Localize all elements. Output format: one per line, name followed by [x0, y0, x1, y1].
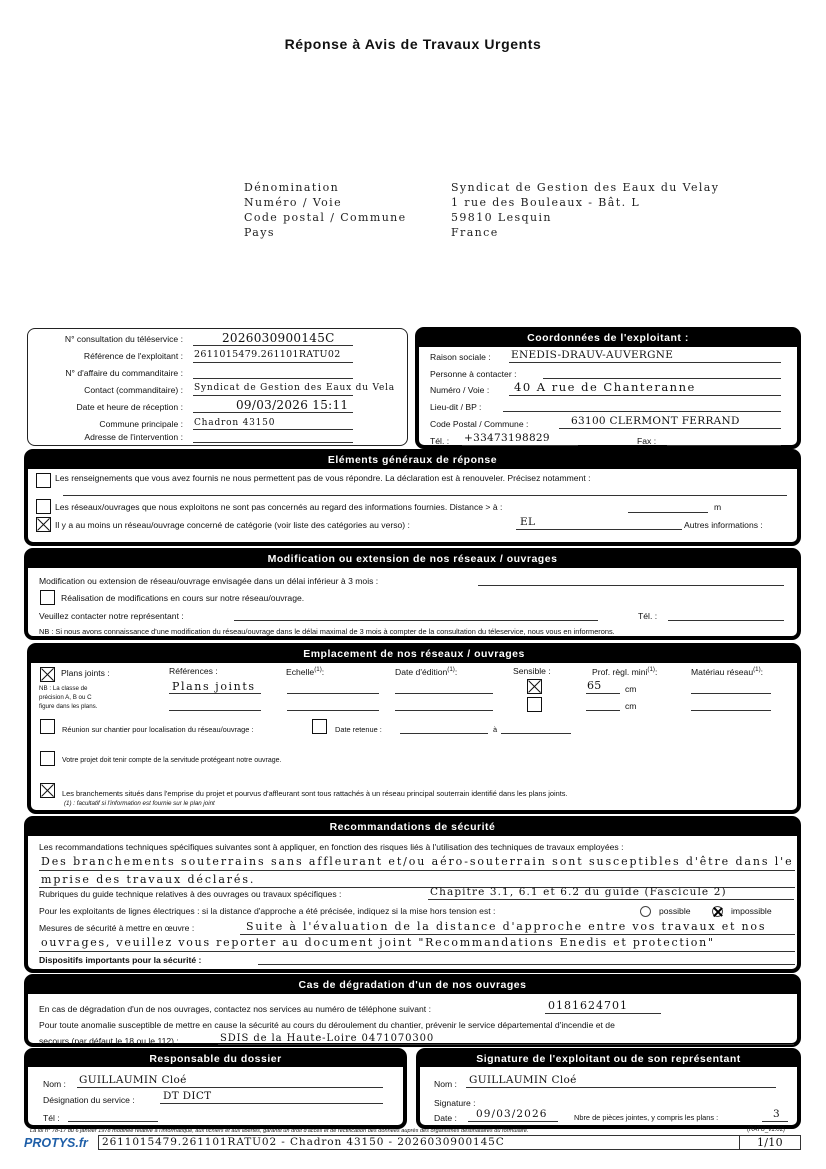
- mesures-line-1: Suite à l'évaluation de la distance d'approche entre vos travaux et nos: [246, 920, 767, 933]
- modification-nb: NB : Si nous avons connaissance d'une modification du réseau/ouvrage dans le délai maximal de 3 mois à compter de la consultation du téleservice, nous vous en informerons.: [39, 627, 615, 636]
- modification-header: Modification ou extension de nos réseaux / ouvrages: [28, 552, 797, 568]
- col-prof: Prof. règl. mini$^{(1)}$:: [592, 666, 658, 677]
- elec-label: Pour les exploitants de lignes électriques : si la distance d'approche a été précisée, indiquez si la mise hors tension est :: [39, 906, 496, 916]
- col-date-edition: Date d'édition$^{(1)}$:: [395, 666, 458, 677]
- rec-line-2: mprise des travaux déclarés.: [41, 873, 256, 886]
- cb-servitude[interactable]: [40, 751, 55, 766]
- modification-line1: Modification ou extension de réseau/ouvrage envisagée dans un délai inférieur à 3 mois :: [39, 576, 379, 586]
- voie-label: Numéro / Voie :: [430, 385, 490, 395]
- footer-page: 1/10: [757, 1136, 783, 1149]
- pieces-label: Nbre de pièces jointes, y compris les plans :: [574, 1113, 719, 1122]
- recipient-label-commune: Code postal / Commune: [244, 211, 407, 224]
- dispositifs-label: Dispositifs importants pour la sécurité :: [39, 955, 202, 965]
- recipient-value-pays: France: [451, 226, 499, 239]
- col-echelle: Echelle$^{(1)}$:: [286, 666, 325, 677]
- generaux-line2: Les réseaux/ouvrages que nous exploitons ne sont pas concernés au regard des informations fournies. Distance > à :: [55, 502, 503, 512]
- consultation-box: [27, 328, 408, 446]
- degradation-line3: secours (par défaut le 18 ou le 112) :: [39, 1036, 179, 1046]
- commune-value: Chadron 43150: [194, 418, 276, 428]
- recipient-value-commune: 59810 Lesquin: [451, 211, 552, 224]
- degradation-line2: Pour toute anomalie susceptible de mettre en cause la sécurité au cours du déroulement du chantier, prévenir le service départemental d'incendie et de: [39, 1020, 615, 1030]
- fax-label: Fax :: [637, 436, 657, 446]
- footnote: (1) : facultatif si l'information est fournie sur le plan joint: [64, 800, 215, 807]
- commune-label: Commune principale :: [99, 419, 183, 429]
- cp-label: Code Postal / Commune :: [430, 419, 529, 429]
- representant-tel-label: Tél. :: [638, 611, 658, 621]
- cb-concerne[interactable]: [36, 517, 51, 532]
- footer-ref: 2611015479.261101RATU02 - Chadron 43150 - 2026030900145C: [102, 1136, 505, 1148]
- degradation-header: Cas de dégradation d'un de nos ouvrages: [28, 978, 797, 994]
- cb-branchements[interactable]: [40, 783, 55, 798]
- modification-box: [24, 548, 801, 640]
- servitude-label: Votre projet doit tenir compte de la servitude protégeant notre ouvrage.: [62, 757, 282, 764]
- cb-renouveler[interactable]: [36, 473, 51, 488]
- footer-version: (RATU_v1.02): [747, 1127, 785, 1133]
- cb-modif-en-cours[interactable]: [40, 590, 55, 605]
- a-label: à: [493, 725, 498, 734]
- cb-non-concernes[interactable]: [36, 499, 51, 514]
- degradation-box: [24, 974, 801, 1047]
- resp-nom-value: GUILLAUMIN Cloé: [79, 1074, 187, 1086]
- prof-value: 65: [587, 679, 602, 692]
- reception-date-value: 09/03/2026 15:11: [236, 398, 349, 412]
- sig-signature-label: Signature :: [434, 1098, 476, 1108]
- possible-label: possible: [659, 906, 691, 916]
- raison-value: ENEDIS-DRAUV-AUVERGNE: [511, 349, 674, 361]
- securite-box: [24, 816, 801, 973]
- categorie-value: EL: [520, 516, 536, 528]
- distance-unit: m: [714, 502, 722, 512]
- sdis-value: SDIS de la Haute-Loire 0471070300: [220, 1033, 435, 1044]
- resp-service-label: Désignation du service :: [43, 1095, 135, 1105]
- emplacement-header: Emplacement de nos réseaux / ouvrages: [31, 647, 797, 663]
- exploitant-header: Coordonnées de l'exploitant :: [419, 331, 797, 347]
- col-sensible: Sensible :: [513, 666, 551, 676]
- recipient-value-voie: 1 rue des Bouleaux - Bât. L: [451, 196, 641, 209]
- rubriques-value: Chapitre 3.1, 6.1 et 6.2 du guide (Fascicule 2): [430, 886, 727, 898]
- signature-box: [416, 1048, 801, 1129]
- impossible-label: impossible: [731, 906, 772, 916]
- generaux-line1: Les renseignements que vous avez fournis ne nous permettent pas de vous répondre. La déclaration est à renouveler. Précisez notamment :: [55, 473, 591, 483]
- radio-impossible[interactable]: [712, 906, 723, 917]
- signature-header: Signature de l'exploitant ou de son représentant: [420, 1052, 797, 1067]
- nb-line-1: NB : La classe de: [39, 685, 88, 692]
- branchements-label: Les branchements situés dans l'emprise du projet et pourvus d'affleurant sont tous rattachés à un réseau principal souterrain identifié dans les plans joints.: [62, 789, 568, 798]
- recipient-label-voie: Numéro / Voie: [244, 196, 343, 209]
- sig-nom-value: GUILLAUMIN Cloé: [469, 1074, 577, 1086]
- recipient-value-denomination: Syndicat de Gestion des Eaux du Velay: [451, 181, 720, 194]
- contact-label: Contact (commanditaire) :: [84, 385, 183, 395]
- voie-value: 40 A rue de Chanteranne: [514, 380, 696, 394]
- col-materiau: Matériau réseau$^{(1)}$:: [691, 666, 764, 677]
- emplacement-box: [27, 643, 801, 814]
- prof-unit-2: cm: [625, 701, 637, 711]
- tel-label: Tél. :: [430, 436, 450, 446]
- cb-sensible-1[interactable]: [527, 679, 542, 694]
- generaux-box: [24, 449, 801, 546]
- personne-label: Personne à contacter :: [430, 369, 517, 379]
- sig-date-label: Date :: [434, 1113, 457, 1123]
- plans-joints-label: Plans joints :: [61, 668, 110, 678]
- exploitant-ref-label: Référence de l'exploitant :: [83, 351, 183, 361]
- adresse-label: Adresse de l'intervention :: [84, 432, 183, 442]
- responsable-box: [24, 1048, 407, 1129]
- nb-line-2: précision A, B ou C: [39, 694, 92, 701]
- consultation-num-value: 2026030900145C: [222, 331, 335, 345]
- footer-legal: La loi n° 78-17 du 6 janvier 1978 modifiée relative à l'informatique, aux fichiers et aux libertés, garantit un droit d'accès et de rectification des données auprès des organismes destinataires du formulaire.: [30, 1128, 529, 1134]
- cb-reunion[interactable]: [40, 719, 55, 734]
- recipient-label-denomination: Dénomination: [244, 181, 340, 194]
- cb-plans-joints[interactable]: [40, 667, 55, 682]
- date-retenue-label: Date retenue :: [335, 725, 382, 734]
- securite-line1: Les recommandations techniques spécifiques suivantes sont à appliquer, en fonction des risques liés à l'utilisation des techniques de travaux employées :: [39, 842, 624, 852]
- mesures-label: Mesures de sécurité à mettre en œuvre :: [39, 923, 195, 933]
- raison-label: Raison sociale :: [430, 352, 491, 362]
- reception-date-label: Date et heure de réception :: [76, 402, 183, 412]
- footer-ref-box: [98, 1135, 801, 1150]
- prof-unit-1: cm: [625, 684, 637, 694]
- generaux-line3: Il y a au moins un réseau/ouvrage concerné de catégorie (voir liste des catégories au verso) :: [55, 520, 410, 530]
- page-title: Réponse à Avis de Travaux Urgents: [284, 36, 542, 52]
- contact-value: Syndicat de Gestion des Eaux du Vela: [194, 383, 395, 393]
- resp-nom-label: Nom :: [43, 1079, 66, 1089]
- plan-ref-value: Plans joints: [172, 680, 256, 693]
- tel-value: +33473198829: [464, 432, 550, 444]
- reunion-label: Réunion sur chantier pour localisation du réseau/ouvrage :: [62, 725, 254, 734]
- securite-header: Recommandations de sécurité: [28, 820, 797, 836]
- exploitant-ref-value: 2611015479.261101RATU02: [194, 349, 341, 360]
- lieu-label: Lieu-dit / BP :: [430, 402, 482, 412]
- exploitant-box: [415, 327, 801, 449]
- recipient-label-pays: Pays: [244, 226, 275, 239]
- radio-possible[interactable]: [640, 906, 651, 917]
- autres-infos-label: Autres informations :: [684, 520, 763, 530]
- modification-line2: Réalisation de modifications en cours sur notre réseau/ouvrage.: [61, 593, 305, 603]
- degradation-phone: 0181624701: [548, 999, 628, 1012]
- resp-tel-label: Tél :: [43, 1113, 60, 1123]
- sig-date-value: 09/03/2026: [476, 1108, 548, 1120]
- cb-date-retenue[interactable]: [312, 719, 327, 734]
- affaire-label: N° d'affaire du commanditaire :: [65, 368, 183, 378]
- cb-sensible-2[interactable]: [527, 697, 542, 712]
- consultation-num-label: N° consultation du téléservice :: [64, 334, 183, 344]
- sig-nom-label: Nom :: [434, 1079, 457, 1089]
- cp-value: 63100 CLERMONT FERRAND: [571, 415, 740, 427]
- generaux-header: Eléments généraux de réponse: [28, 453, 797, 469]
- col-references: Références :: [169, 666, 218, 676]
- degradation-line1: En cas de dégradation d'un de nos ouvrages, contactez nos services au numéro de téléphone suivant :: [39, 1004, 431, 1014]
- protys-logo: PROTYS.fr: [24, 1136, 88, 1150]
- mesures-line-2: ouvrages, veuillez vous reporter au document joint "Recommandations Enedis et protection": [41, 936, 715, 949]
- rubriques-label: Rubriques du guide technique relatives à des ouvrages ou travaux spécifiques :: [39, 889, 342, 899]
- resp-service-value: DT DICT: [163, 1090, 212, 1102]
- representant-label: Veuillez contacter notre représentant :: [39, 611, 184, 621]
- nb-line-3: figure dans les plans.: [39, 703, 98, 710]
- responsable-header: Responsable du dossier: [28, 1052, 403, 1067]
- pieces-value: 3: [773, 1108, 780, 1120]
- rec-line-1: Des branchements souterrains sans affleurant et/ou aéro-souterrain sont susceptibles d'être dans l'e: [41, 855, 794, 868]
